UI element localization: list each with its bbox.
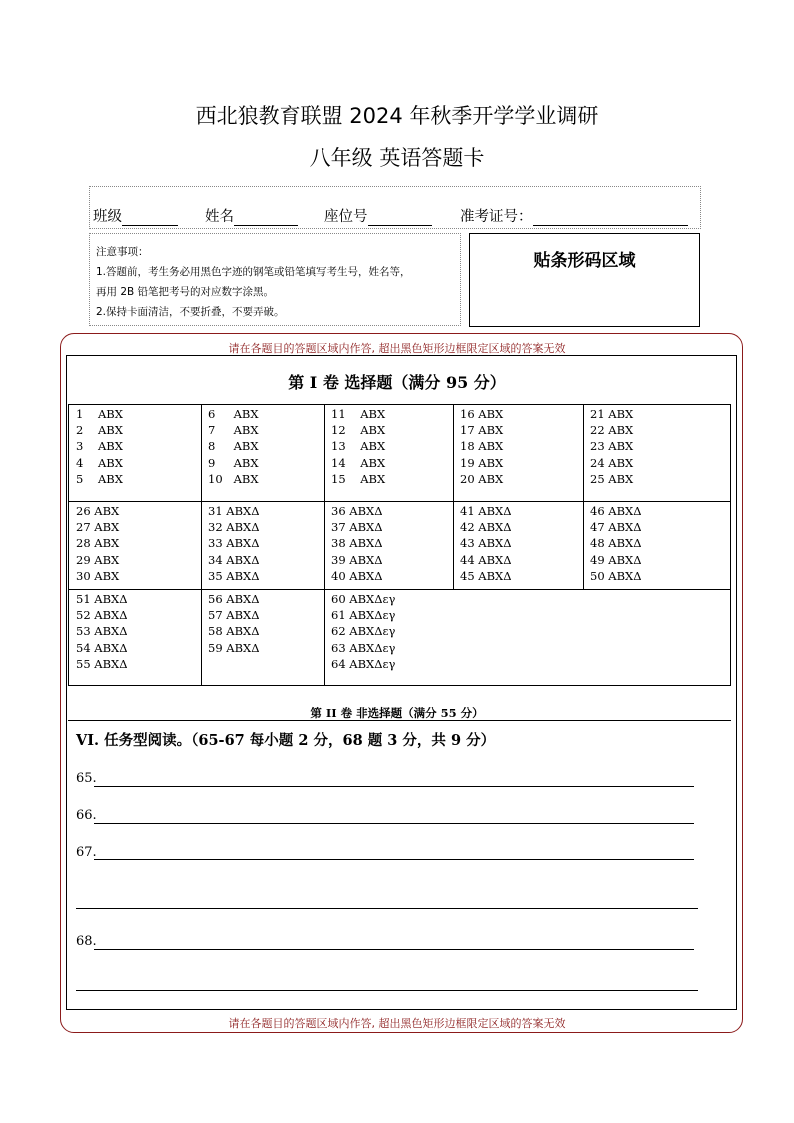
- notice-heading: 注意事项：: [96, 246, 149, 258]
- section2-title: 第 II 卷 非选择题（满分 55 分）: [310, 706, 484, 720]
- notice-line-2: 再用 2B 铅笔把考号的对应数字涂黑。: [96, 286, 275, 298]
- task-reading-title: VI. 任务型阅读。（65-67 每小题 2 分，68 题 3 分，共 9 分）: [76, 732, 496, 749]
- choice-block-36-40[interactable]: 36 ABXΔ 37 ABXΔ 38 ABXΔ 39 ABXΔ 40 ABXΔ: [331, 504, 383, 583]
- answer-68-line[interactable]: [94, 949, 694, 950]
- answer-67-line-2[interactable]: [76, 908, 698, 909]
- student-info-box: [89, 186, 701, 229]
- choice-block-1-5[interactable]: 1 ABX 2 ABX 3 ABX 4 ABX 5 ABX: [76, 407, 123, 486]
- choice-block-41-45[interactable]: 41 ABXΔ 42 ABXΔ 43 ABXΔ 44 ABXΔ 45 ABXΔ: [460, 504, 512, 583]
- name-field[interactable]: [205, 205, 298, 226]
- page-title: 西北狼教育联盟 2024 年秋季开学学业调研: [195, 104, 599, 128]
- task-reading-box: [68, 720, 731, 1008]
- answer-65-line[interactable]: [94, 786, 694, 787]
- name-label: 姓名: [205, 209, 234, 225]
- answer-66-line[interactable]: [94, 823, 694, 824]
- class-field[interactable]: [93, 205, 178, 226]
- class-label: 班级: [93, 209, 122, 225]
- seat-label: 座位号: [324, 209, 368, 225]
- choice-block-26-30[interactable]: 26 ABX 27 ABX 28 ABX 29 ABX 30 ABX: [76, 504, 120, 583]
- notice-box: [89, 233, 461, 326]
- choice-block-6-10[interactable]: 6 ABX 7 ABX 8 ABX 9 ABX 10 ABX: [208, 407, 259, 486]
- choice-grid: [68, 404, 731, 686]
- page-subtitle: 八年级 英语答题卡: [309, 146, 485, 170]
- notice-line-3: 2.保持卡面清洁，不要折叠，不要弄破。: [96, 306, 285, 318]
- answer-65-number: 65.: [76, 771, 97, 786]
- seat-field[interactable]: [324, 205, 432, 226]
- notice-line-1: 1.答题前，考生务必用黑色字迹的钢笔或铅笔填写考生号，姓名等，: [96, 266, 411, 278]
- answer-68-line-2[interactable]: [76, 990, 698, 991]
- choice-block-56-59[interactable]: 56 ABXΔ 57 ABXΔ 58 ABXΔ 59 ABXΔ: [208, 592, 260, 655]
- choice-block-11-15[interactable]: 11 ABX 12 ABX 13 ABX 14 ABX 15 ABX: [331, 407, 386, 486]
- warning-bottom: 请在各题目的答题区域内作答, 超出黑色矩形边框限定区域的答案无效: [228, 1017, 566, 1030]
- section1-title: 第 I 卷 选择题（满分 95 分）: [288, 373, 506, 392]
- choice-block-31-35[interactable]: 31 ABXΔ 32 ABXΔ 33 ABXΔ 34 ABXΔ 35 ABXΔ: [208, 504, 260, 583]
- exam-id-field[interactable]: [460, 205, 688, 226]
- choice-block-51-55[interactable]: 51 ABXΔ 52 ABXΔ 53 ABXΔ 54 ABXΔ 55 ABXΔ: [76, 592, 128, 671]
- warning-top: 请在各题目的答题区域内作答, 超出黑色矩形边框限定区域的答案无效: [228, 342, 566, 355]
- choice-block-60-64[interactable]: 60 ABXΔεγ 61 ABXΔεγ 62 ABXΔεγ 63 ABXΔεγ 64 ABXΔεγ: [331, 592, 396, 671]
- choice-block-21-25[interactable]: 21 ABX 22 ABX 23 ABX 24 ABX 25 ABX: [590, 407, 634, 486]
- answer-67-number: 67.: [76, 845, 97, 860]
- answer-67-line[interactable]: [94, 859, 694, 860]
- choice-block-16-20[interactable]: 16 ABX 17 ABX 18 ABX 19 ABX 20 ABX: [460, 407, 504, 486]
- answer-68-number: 68.: [76, 934, 97, 949]
- answer-66-number: 66.: [76, 808, 97, 823]
- exam-id-label: 准考证号：: [460, 209, 533, 225]
- barcode-area: 贴条形码区域: [469, 233, 700, 327]
- choice-block-46-50[interactable]: 46 ABXΔ 47 ABXΔ 48 ABXΔ 49 ABXΔ 50 ABXΔ: [590, 504, 642, 583]
